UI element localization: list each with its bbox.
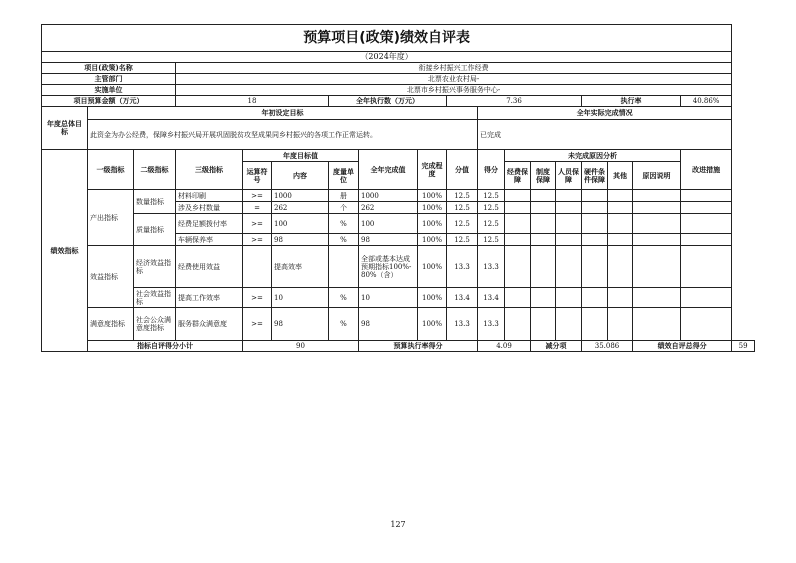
score-cell: 12.5 — [447, 202, 478, 214]
content-cell: 262 — [272, 202, 329, 214]
header-improve: 改进措施 — [681, 150, 732, 190]
header-unit: 度量单位 — [329, 162, 359, 190]
unit-cell — [329, 246, 359, 288]
level3-cell: 服务群众满意度 — [176, 308, 243, 341]
level3-cell: 经费使用效益 — [176, 246, 243, 288]
degree-cell: 100% — [418, 288, 447, 308]
department-label: 主管部门 — [42, 74, 176, 85]
goals-row-label: 年度总体目标 — [42, 107, 88, 150]
level3-cell: 经费足额拨付率 — [176, 214, 243, 234]
header-target-group: 年度目标值 — [243, 150, 359, 162]
table-row — [42, 190, 755, 202]
op-cell: = — [243, 202, 272, 214]
summary-row — [42, 341, 755, 352]
deduct-value: 35.086 — [582, 341, 633, 352]
actual-cell: 262 — [359, 202, 418, 214]
actual-cell: 10 — [359, 288, 418, 308]
project-name-value: 衔接乡村振兴工作经费 — [176, 63, 732, 74]
score-cell: 12.5 — [447, 214, 478, 234]
rate-score-value: 4.09 — [478, 341, 531, 352]
unit-cell: % — [329, 288, 359, 308]
actual-cell: 100 — [359, 214, 418, 234]
table-row — [42, 246, 755, 288]
page-number: 127 — [390, 520, 406, 529]
table-row — [42, 308, 755, 341]
unit-cell: % — [329, 234, 359, 246]
header-level3: 三级指标 — [176, 150, 243, 190]
content-cell: 98 — [272, 234, 329, 246]
unit-value: 北票市乡村振兴事务服务中心- — [176, 85, 732, 96]
score-cell: 13.3 — [447, 246, 478, 288]
subtotal-value: 90 — [243, 341, 359, 352]
header-degree: 完成程度 — [418, 150, 447, 190]
unit-cell: 册 — [329, 190, 359, 202]
content-cell: 1000 — [272, 190, 329, 202]
degree-cell: 100% — [418, 214, 447, 234]
unit-cell: % — [329, 214, 359, 234]
content-cell: 提高效率 — [272, 246, 329, 288]
got-cell: 13.3 — [478, 246, 505, 288]
unit-cell: 个 — [329, 202, 359, 214]
degree-cell: 100% — [418, 308, 447, 341]
got-cell: 13.4 — [478, 288, 505, 308]
content-cell: 100 — [272, 214, 329, 234]
budget-value: 18 — [176, 96, 329, 107]
executed-value: 7.36 — [447, 96, 582, 107]
actual-cell: 98 — [359, 234, 418, 246]
degree-cell: 100% — [418, 234, 447, 246]
op-cell — [243, 246, 272, 288]
degree-cell: 100% — [418, 246, 447, 288]
header-actual: 全年完成值 — [359, 150, 418, 190]
level3-cell: 材料印刷 — [176, 190, 243, 202]
header-got: 得分 — [478, 150, 505, 190]
header-content: 内容 — [272, 162, 329, 190]
evaluation-table — [41, 24, 755, 352]
content-cell: 98 — [272, 308, 329, 341]
header-r4: 硬件条件保障 — [582, 162, 608, 190]
header-score: 分值 — [447, 150, 478, 190]
op-cell: >= — [243, 288, 272, 308]
score-cell: 13.3 — [447, 308, 478, 341]
got-cell: 12.5 — [478, 190, 505, 202]
budget-label: 项目预算金额（万元） — [42, 96, 176, 107]
actual-completion-text: 已完成 — [478, 120, 732, 150]
total-label: 绩效自评总得分 — [633, 341, 732, 352]
initial-goal-label: 年初设定目标 — [88, 107, 478, 120]
degree-cell: 100% — [418, 202, 447, 214]
level1-cell: 满意度指标 — [88, 308, 134, 341]
op-cell: >= — [243, 234, 272, 246]
subtotal-label: 指标自评得分小计 — [88, 341, 243, 352]
year-label: （2024年度） — [42, 52, 732, 63]
header-r2: 制度保障 — [531, 162, 556, 190]
level3-cell: 车辆保养率 — [176, 234, 243, 246]
content-cell: 10 — [272, 288, 329, 308]
level3-cell: 提高工作效率 — [176, 288, 243, 308]
level2-cell: 社会公众满意度指标 — [134, 308, 176, 341]
op-cell: >= — [243, 214, 272, 234]
header-level1: 一级指标 — [88, 150, 134, 190]
header-level2: 二级指标 — [134, 150, 176, 190]
level2-cell: 社会效益指标 — [134, 288, 176, 308]
header-r3: 人员保障 — [556, 162, 582, 190]
score-cell: 12.5 — [447, 190, 478, 202]
got-cell: 12.5 — [478, 214, 505, 234]
header-reason-group: 未完成原因分析 — [505, 150, 681, 162]
level1-cell: 产出指标 — [88, 190, 134, 246]
got-cell: 12.5 — [478, 234, 505, 246]
got-cell: 13.3 — [478, 308, 505, 341]
department-value: 北票农业农村局- — [176, 74, 732, 85]
level2-cell: 经济效益指标 — [134, 246, 176, 288]
project-name-label: 项目(政策)名称 — [42, 63, 176, 74]
level2-cell: 质量指标 — [134, 214, 176, 246]
table-row — [42, 214, 755, 234]
degree-cell: 100% — [418, 190, 447, 202]
unit-cell: % — [329, 308, 359, 341]
level2-cell: 数量指标 — [134, 190, 176, 214]
level3-cell: 涉及乡村数量 — [176, 202, 243, 214]
unit-label: 实施单位 — [42, 85, 176, 96]
actual-cell: 98 — [359, 308, 418, 341]
page-title: 预算项目(政策)绩效自评表 — [42, 25, 732, 52]
deduct-label: 减分项 — [531, 341, 582, 352]
rate-value: 40.86% — [681, 96, 732, 107]
got-cell: 12.5 — [478, 202, 505, 214]
score-cell: 13.4 — [447, 288, 478, 308]
header-op: 运算符号 — [243, 162, 272, 190]
header-r5: 其他 — [608, 162, 633, 190]
actual-cell: 1000 — [359, 190, 418, 202]
table-row — [42, 288, 755, 308]
perf-indicator-label: 绩效指标 — [42, 150, 88, 352]
actual-cell: 全部或基本达成预期指标100%-80%（含） — [359, 246, 418, 288]
score-cell: 12.5 — [447, 234, 478, 246]
level1-cell: 效益指标 — [88, 246, 134, 308]
header-r6: 原因说明 — [633, 162, 681, 190]
op-cell: >= — [243, 190, 272, 202]
rate-label: 执行率 — [582, 96, 681, 107]
actual-completion-label: 全年实际完成情况 — [478, 107, 732, 120]
total-value: 59 — [732, 341, 755, 352]
header-r1: 经费保障 — [505, 162, 531, 190]
initial-goal-text: 此资金为办公经费，保障乡村振兴局开展巩固脱贫攻坚成果同乡村振兴的各项工作正常运转。 — [88, 120, 478, 150]
op-cell: >= — [243, 308, 272, 341]
executed-label: 全年执行数（万元） — [329, 96, 447, 107]
rate-score-label: 预算执行率得分 — [359, 341, 478, 352]
evaluation-sheet — [41, 24, 755, 352]
